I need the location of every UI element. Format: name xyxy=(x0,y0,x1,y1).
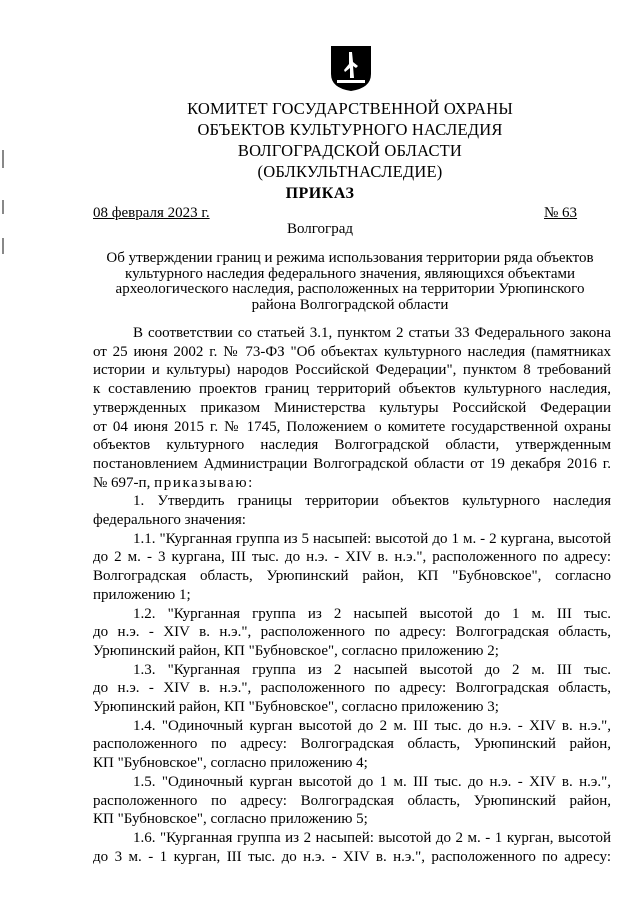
body-line: постановлением Администрации Волгоградской области от 19 декабря 2016 г. xyxy=(93,455,611,472)
document-date: 08 февраля 2023 г. xyxy=(93,205,210,221)
body-line: от 04 июня 2015 г. № 1745, Положением о комитете государственной охраны xyxy=(93,418,611,435)
header-line: КОМИТЕТ ГОСУДАРСТВЕННОЙ ОХРАНЫ xyxy=(187,99,513,118)
body-line: до 3 м. - 1 курган, III тыс. до н.э. - XIV в. н.э.", расположенного по адресу: xyxy=(93,848,611,865)
body-line xyxy=(93,474,611,493)
body-line: к составлению проектов границ территорий объектов культурного наследия, xyxy=(93,381,611,398)
body-line: 1.1. "Курганная группа из 5 насыпей: высотой до 1 м. - 2 кургана, высотой xyxy=(133,530,611,547)
header-line: ОБЪЕКТОВ КУЛЬТУРНОГО НАСЛЕДИЯ xyxy=(197,120,503,139)
body-line: до 2 м. - 3 кургана, III тыс. до н.э. - XIV в. н.э.", расположенного по адресу: xyxy=(93,549,611,566)
body-text: № 697-п, xyxy=(93,474,151,491)
header-line: ВОЛГОГРАДСКОЙ ОБЛАСТИ xyxy=(237,141,463,160)
body-line: истории и культуры) народов Российской Федерации", пунктом 8 требований xyxy=(93,362,611,379)
body-line: от 25 июня 2002 г. № 73-ФЗ "Об объектах культурного наследия (памятниках xyxy=(93,343,611,360)
body-line: В соответствии со статьей 3.1, пунктом 2 статьи 33 Федерального закона xyxy=(133,325,611,341)
subject-line: археологического наследия, расположенных на территории Урюпинского xyxy=(115,281,585,297)
body-line: 1.6. "Курганная группа из 2 насыпей: высотой до 2 м. - 1 курган, высотой xyxy=(133,829,611,846)
body-line: приложению 1; xyxy=(93,586,191,603)
body-line: КП "Бубновское", согласно приложению 4; xyxy=(93,755,368,772)
body-line: КП "Бубновское", согласно приложению 5; xyxy=(93,811,368,828)
body-line: 1.2. "Курганная группа из 2 насыпей высотой до 1 м. III тыс. xyxy=(133,605,611,622)
document-subject xyxy=(95,251,605,313)
body-line: 1.5. "Одиночный курган высотой до 1 м. III тыс. до н.э. - XIV в. н.э.", xyxy=(133,773,611,790)
body-line: до н.э. - XIV в. н.э.", расположенного по адресу: Волгоградская область, xyxy=(93,624,611,641)
body-line: объектов культурного наследия Волгоградской области, утвержденным xyxy=(93,437,611,454)
subject-line: района Волгоградской области xyxy=(251,296,449,313)
coat-of-arms-icon xyxy=(329,44,373,92)
margin-mark xyxy=(2,150,4,168)
document-body xyxy=(93,324,611,866)
document-number: № 63 xyxy=(544,205,578,221)
order-keyword: приказываю: xyxy=(154,474,254,491)
body-line: Волгоградская область, Урюпинский район, КП "Бубновское", согласно xyxy=(93,568,611,585)
body-line: 1.4. "Одиночный курган высотой до 2 м. III тыс. до н.э. - XIV в. н.э.", xyxy=(133,717,611,734)
body-line: Урюпинский район, КП "Бубновское", согласно приложению 3; xyxy=(93,699,499,716)
body-line: до н.э. - XIV в. н.э.", расположенного по адресу: Волгоградская область, xyxy=(93,680,611,697)
subject-line: культурного наследия федерального значения, являющихся объектами xyxy=(125,265,575,282)
body-line: утвержденных приказом Министерства культуры Российской Федерации xyxy=(93,399,611,416)
body-line: федерального значения: xyxy=(93,512,246,529)
body-line: Урюпинский район, КП "Бубновское", согласно приложению 2; xyxy=(93,642,499,659)
document-city: Волгоград xyxy=(286,221,353,237)
body-line: расположенного по адресу: Волгоградская область, Урюпинский район, xyxy=(93,792,611,809)
document-title: ПРИКАЗ xyxy=(285,185,355,202)
subject-line: Об утверждении границ и режима использования территории ряда объектов xyxy=(106,250,594,266)
body-line: 1.3. "Курганная группа из 2 насыпей высотой до 2 м. III тыс. xyxy=(133,661,611,678)
margin-mark xyxy=(2,238,4,254)
body-line: расположенного по адресу: Волгоградская область, Урюпинский район, xyxy=(93,736,611,753)
header-line: (ОБЛКУЛЬТНАСЛЕДИЕ) xyxy=(257,162,443,181)
organization-header xyxy=(150,98,550,182)
body-line: 1. Утвердить границы территории объектов культурного наследия xyxy=(133,493,611,510)
